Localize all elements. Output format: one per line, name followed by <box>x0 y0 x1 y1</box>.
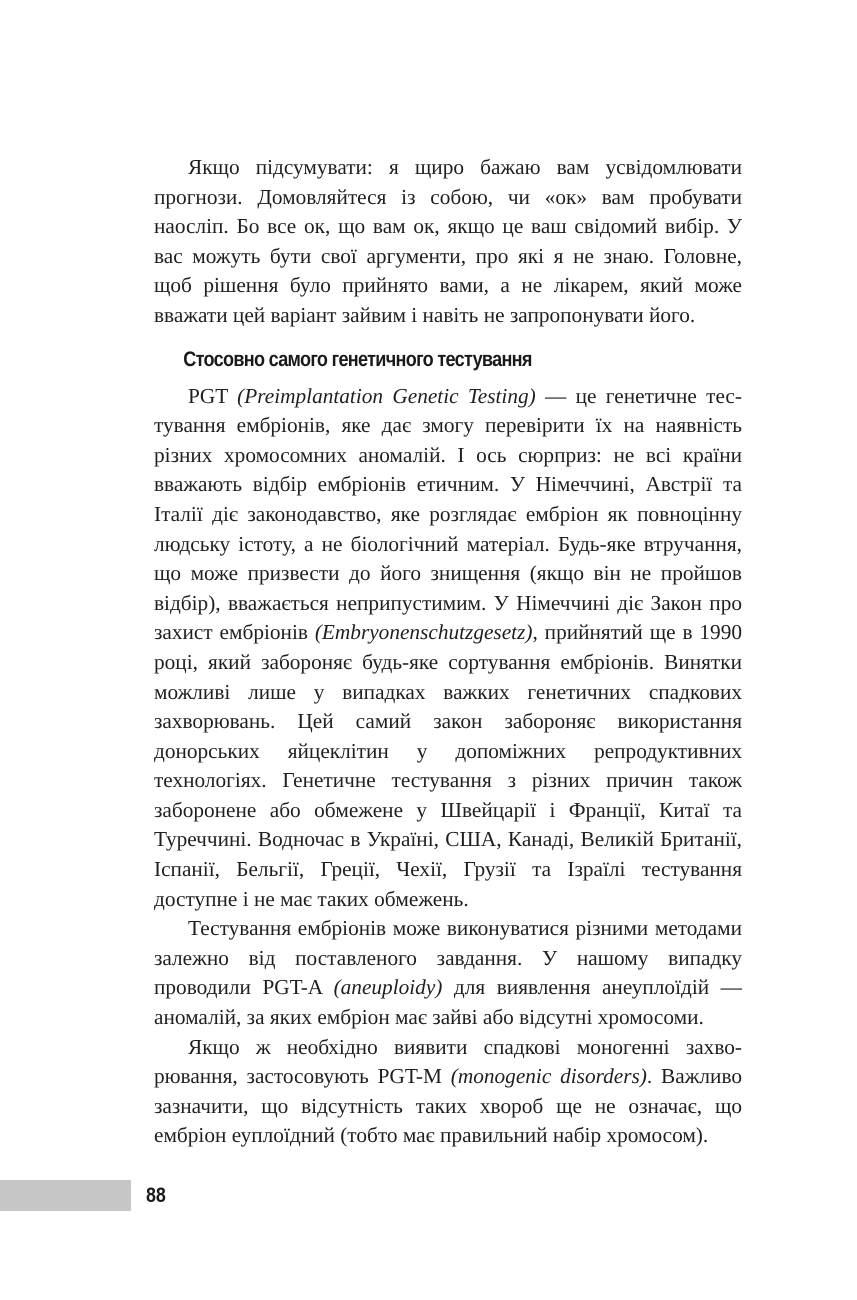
section-heading: Стосовно самого генетичного тестування <box>183 347 532 371</box>
italic-term: (Embryonenschutzgesetz) <box>314 620 533 645</box>
page-number-tab <box>0 1180 131 1211</box>
italic-term: (Preimplantation Genetic Testing) <box>237 383 536 408</box>
text-run: PGT <box>188 383 238 408</box>
paragraph-testing-methods <box>154 914 742 1032</box>
italic-term: (monogenic disorders) <box>450 1064 647 1089</box>
text-run: Тестування ембріонів може виконуватися різними методами залежно від поставленого завдання. У нашому випадку проводили PGT-A <box>154 916 742 1000</box>
text-run: для виявлення анеуплоїдій — аномалій, за яких ембріон має зайві або відсутні хромосоми. <box>154 975 742 1030</box>
body-text <box>154 153 742 1151</box>
text-run: Якщо ж необхідно виявити спадкові моногенні захворювання, застосовують PGT-M <box>154 1034 742 1089</box>
page-number: 88 <box>146 1184 166 1207</box>
text-run: . Важливо зазначити, що відсутність таких хвороб ще не означає, що ембріон еуплоїдний (тобто має правильний набір хромосом). <box>154 1064 742 1148</box>
paragraph-pgt-m <box>154 1033 742 1151</box>
text-run: — це генетичне тестування ембріонів, яке дає змогу перевірити їх на наявність різних хромосомних аномалій. І ось сюрприз: не всі країни вважають відбір ембріонів етичним. У Німеччині, Австрії та Італії діє законодавство, яке розглядає ембріон як повноцінну людську істоту, а не біологічний матеріал. Будь-яке втручання, що може призвести до його знищення (якщо він не пройшов відбір), вважається неприпустимим. У Німеччині діє Закон про захист ембріонів <box>154 383 742 645</box>
paragraph-pgt-definition <box>154 382 742 915</box>
italic-term: (aneuploidy) <box>333 975 443 1000</box>
text-run: , прийнятий ще в 1990 році, який забороняє будь-яке сортування ембріонів. Винятки можливі лише у випадках важких генетичних спадкових захворювань. Цей самий закон забороняє використання донорських яйцеклітин у допоміжних репродуктивних технологіях. Генетичне тестування з різних причин також заборонене або обмежене у Швейцарії і Франції, Китаї та Туреччині. Водночас в Україні, США, Канаді, Великій Британії, Іспанії, Бельгії, Греції, Чехії, Грузії та Ізраїлі тестування доступне і не має таких обмежень. <box>154 620 742 911</box>
paragraph-summary: Якщо підсумувати: я щиро бажаю вам усвідомлювати прогнози. Домовляйтеся із собою, чи «ок» вам пробувати наосліп. Бо все ок, що вам ок, якщо це ваш свідомий вибір. У вас можуть бути свої аргументи, про які я не знаю. Головне, щоб рішення було прийнято вами, а не лікарем, який може вважати цей варіант зайвим і навіть не запропонувати його. <box>154 155 742 327</box>
